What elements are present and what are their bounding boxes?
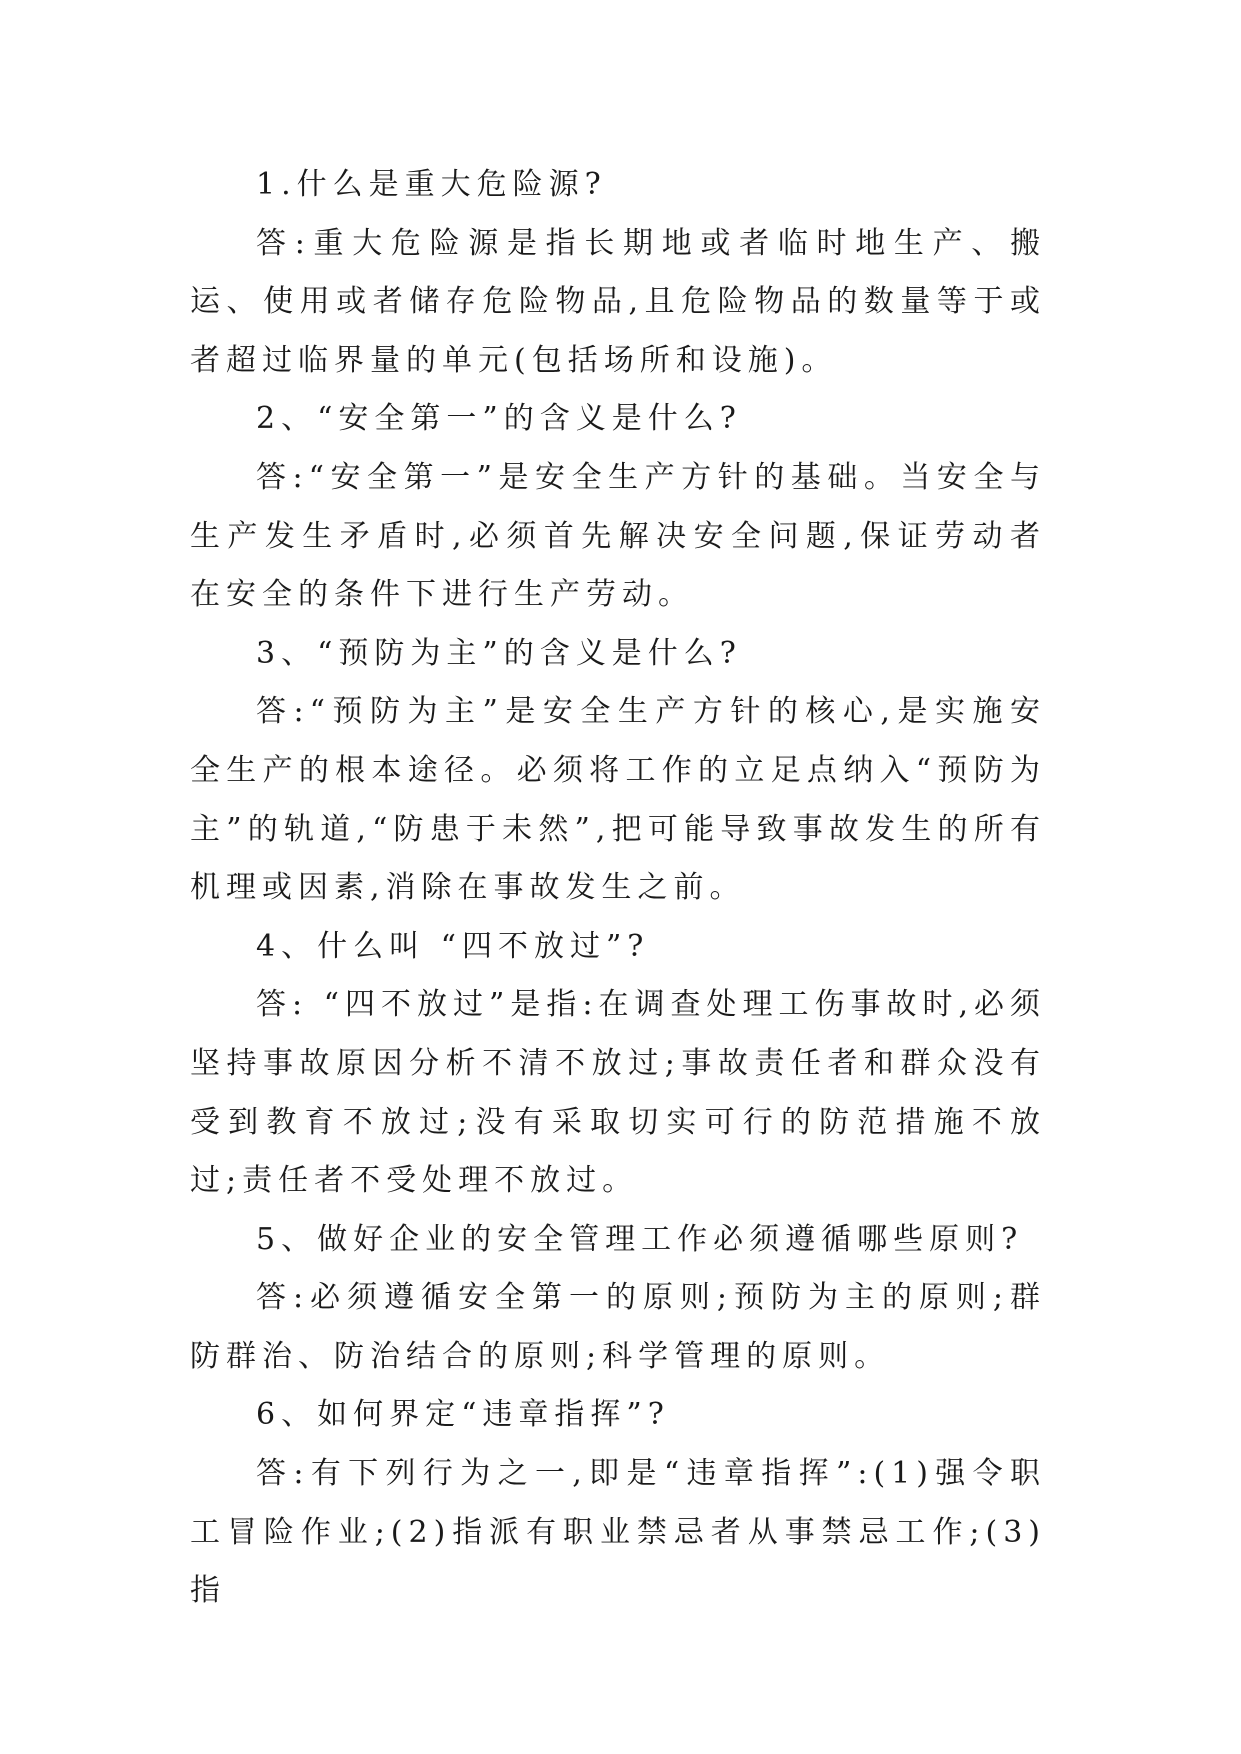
question-5: 5、做好企业的安全管理工作必须遵循哪些原则? [256,1221,1024,1257]
question-2: 2、“安全第一”的含义是什么? [256,401,742,437]
answer-6: 答:有下列行为之一,即是“违章指挥”:(1)强令职工冒险作业;(2)指派有职业禁忌者从事禁忌工作;(3)指 [190,1456,1046,1609]
answer-4: 答: “四不放过”是指:在调查处理工伤事故时,必须坚持事故原因分析不清不放过;事故责任者和群众没有受到教育不放过;没有采取切实可行的防范措施不放过;责任者不受处理不放过。 [190,987,1046,1199]
answer-1: 答:重大危险源是指长期地或者临时地生产、搬运、使用或者储存危险物品,且危险物品的数量等于或者超过临界量的单元(包括场所和设施)。 [190,225,1046,378]
answer-2: 答:“安全第一”是安全生产方针的基础。当安全与生产发生矛盾时,必须首先解决安全问题,保证劳动者在安全的条件下进行生产劳动。 [190,459,1046,613]
document-body [190,156,1046,1621]
answer-3: 答:“预防为主”是安全生产方针的核心,是实施安全生产的根本途径。必须将工作的立足点纳入“预防为主”的轨道,“防患于未然”,把可能导致事故发生的所有机理或因素,消除在事故发生之前。 [190,694,1046,906]
answer-5: 答:必须遵循安全第一的原则;预防为主的原则;群防群治、防治结合的原则;科学管理的原则。 [190,1280,1046,1374]
question-1: 1.什么是重大危险源? [256,167,607,202]
question-6: 6、如何界定“违章指挥”? [256,1397,670,1433]
question-3: 3、“预防为主”的含义是什么? [256,635,742,671]
question-4: 4、什么叫 “四不放过”? [256,928,650,964]
